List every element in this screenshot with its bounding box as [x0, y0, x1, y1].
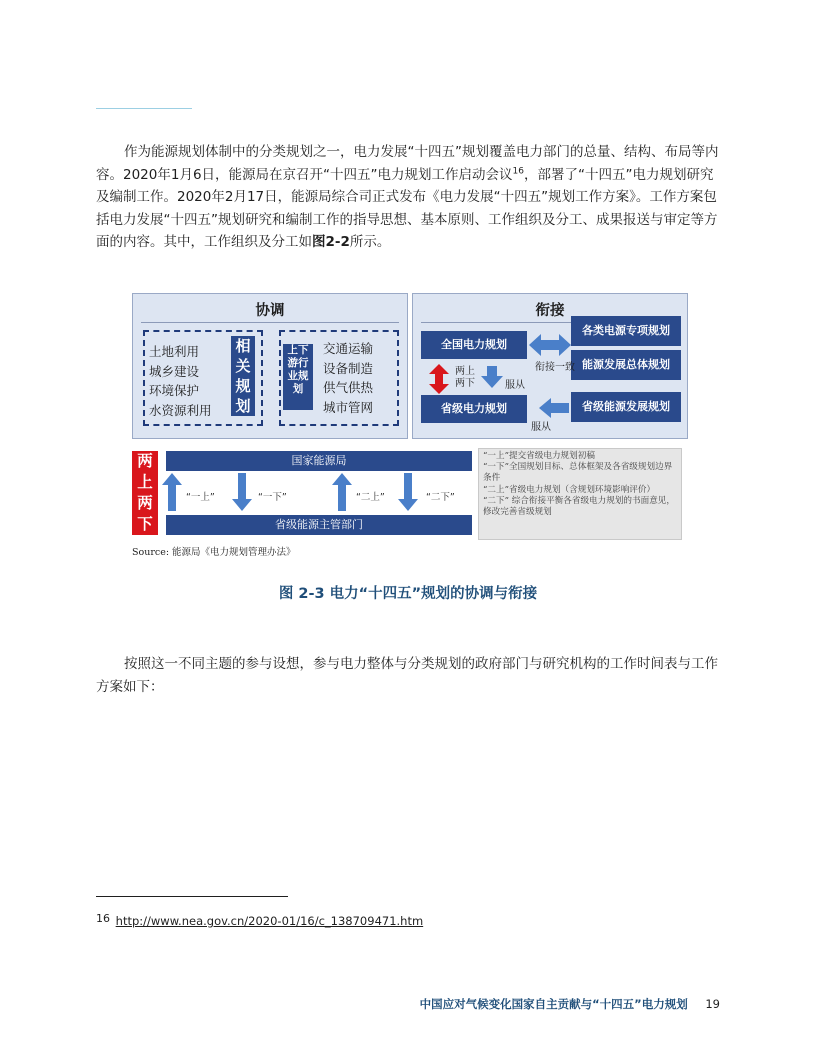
list-item: 城市管网: [323, 399, 374, 415]
provincial-plan-box: 省级电力规划: [421, 395, 527, 423]
overall-plan-box: 能源发展总体规划: [571, 350, 681, 380]
national-plan-box: 全国电力规划: [421, 331, 527, 359]
footnote-number: 16: [96, 912, 110, 925]
footnote-link[interactable]: http://www.nea.gov.cn/2020-01/16/c_138709471.htm: [115, 914, 424, 928]
flow-label: “一上”: [186, 492, 215, 503]
industry-plans-label: 上下 游行 业规 划: [283, 344, 313, 410]
consistency-label: 衔接一致: [535, 362, 575, 373]
figure-ref: 图2-2: [312, 234, 350, 251]
flow-label: “一下”: [258, 492, 287, 503]
provincial-authority-bar: 省级能源主管部门: [166, 515, 472, 535]
list-item: 土地利用: [149, 344, 200, 359]
note-item: “一下”全国规划目标、总体框架及各省级规划边界条件: [483, 462, 673, 484]
list-item: 水资源利用: [149, 402, 212, 418]
down-arrow-icon: [481, 366, 503, 388]
related-plans-list: [149, 342, 212, 420]
obey-label: 服从: [531, 422, 551, 433]
two-down-label: 两下: [455, 378, 475, 389]
double-arrow-icon: [529, 334, 571, 356]
related-plans-label: 相 关 规 划: [231, 336, 255, 416]
coordination-panel: [132, 293, 408, 439]
up-arrow-icon: [332, 473, 352, 511]
coordination-title: 协调: [255, 303, 285, 319]
provincial-dev-plan-box: 省级能源发展规划: [571, 392, 681, 422]
footnote-ref[interactable]: 16: [512, 166, 524, 177]
page-footer: [420, 996, 720, 1012]
linkage-panel: [412, 293, 688, 439]
up-down-arrow-icon: [429, 364, 449, 394]
list-item: 城乡建设: [149, 363, 200, 379]
flow-label: “二下”: [426, 492, 455, 503]
list-item: 环境保护: [149, 383, 200, 398]
footnote: [96, 912, 423, 928]
note-item: “二上”省级电力规划（含规划环境影响评价）: [483, 484, 656, 495]
figure-coordination: [132, 293, 688, 563]
two-up-two-down-label: 两 上 两 下: [132, 451, 158, 535]
up-arrow-icon: [162, 473, 182, 511]
flow-label: “二上”: [356, 492, 385, 503]
list-item: 设备制造: [323, 360, 374, 376]
obey-label: 服从: [505, 380, 525, 391]
note-item: “二下” 综合衔接平衡各省级电力规划的书面意见，修改完善省级规划: [483, 495, 675, 518]
paragraph-intro: 作为能源规划体制中的分类规划之一，电力发展“十四五”规划覆盖电力部门的总量、结构、布局等内容。2020年1月6日，能源局在京召开“十四五”电力规划工作启动会议$^{16}$，部署了“十四五”电力规划研究及编制工作。2020年2月17日，能源局综合司正式发布《电力发展“十四五”规划工作方案》。工作方案包括电力发展“十四五”规划研究和编制工作的指导思想、基本原则、工作组织及分工、成果报送与审定等方面的内容。其中，工作组织及分工如图2-2所示。: [96, 144, 719, 251]
figure-caption: 图 2-3 电力“十四五”规划的协调与衔接: [278, 586, 538, 602]
linkage-title: 衔接: [535, 303, 565, 319]
down-arrow-icon: [398, 473, 418, 511]
special-plan-box: 各类电源专项规划: [571, 316, 681, 346]
figure-source: Source: 能源局《电力规划管理办法》: [132, 547, 296, 558]
notes-box: [478, 448, 682, 540]
left-arrow-icon: [539, 398, 569, 418]
down-arrow-icon: [232, 473, 252, 511]
page-number: 19: [705, 997, 720, 1011]
list-item: 供气供热: [323, 380, 374, 395]
two-up-label: 两上: [455, 366, 475, 377]
header-rule: [96, 108, 192, 109]
paragraph-schedule: 按照这一不同主题的参与设想，参与电力整体与分类规划的政府部门与研究机构的工作时间表与工作方案如下：: [96, 656, 718, 695]
list-item: 交通运输: [323, 341, 374, 356]
note-item: “一上”提交省级电力规划初稿: [483, 451, 595, 461]
footnote-rule: [96, 896, 288, 897]
footer-title: 中国应对气候变化国家自主贡献与“十四五”电力规划: [419, 997, 688, 1011]
nea-bar: 国家能源局: [166, 451, 472, 471]
industry-plans-list: [323, 339, 373, 417]
